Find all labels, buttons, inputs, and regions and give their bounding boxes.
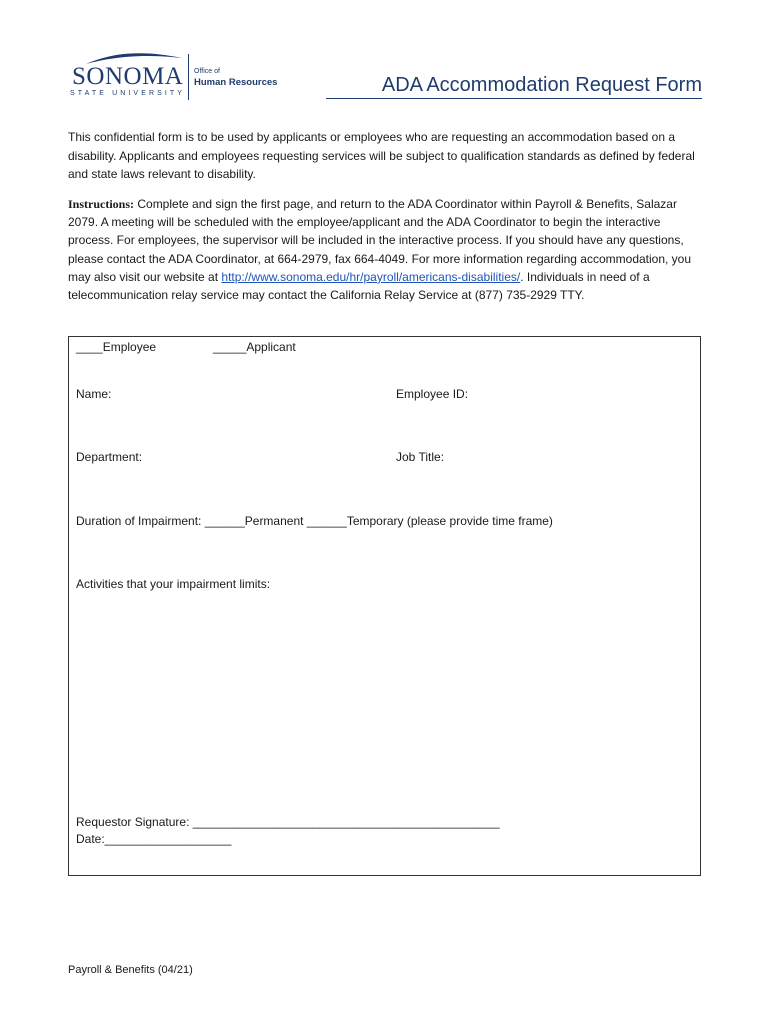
intro-paragraph: This confidential form is to be used by applicants or employees who are requesting an accommodation based on a disability. Applicants and employees requesting services will be subject to qualification standards as defined by federal and state laws relevant to disability.	[68, 130, 695, 181]
logo-divider	[188, 54, 189, 100]
footer-text: Payroll & Benefits (04/21)	[68, 964, 193, 976]
instructions-text: Complete and sign the first page, and return to the ADA Coordinator within Payroll & Benefits, Salazar 2079. A meeting will be scheduled with the employee/applicant and the ADA Coordinator to begin the interactive process. For employees, the supervisor will be included in the interactive process. If you should have any questions, please contact the ADA Coordinator, at 664-2979, fax 664-4049. For more information regarding accommodation, you may also visit our website at	[68, 197, 692, 284]
logo-subtitle: STATE UNIVERSITY	[70, 90, 186, 97]
employee-id-field[interactable]: Employee ID:	[396, 387, 469, 401]
logo-name: SONOMA	[72, 63, 184, 90]
logo-department: Human Resources	[194, 77, 278, 88]
date-field[interactable]: Date:___________________	[76, 832, 232, 846]
title-underline	[326, 98, 702, 99]
name-field[interactable]: Name:	[76, 387, 112, 401]
employee-option[interactable]: ____Employee	[76, 340, 157, 354]
applicant-option[interactable]: _____Applicant	[213, 340, 296, 354]
instructions-paragraph	[68, 195, 708, 304]
signature-field[interactable]: Requestor Signature: ______________________________________________	[76, 815, 500, 829]
instructions-text-end: . Individuals in need of a telecommunication relay service may contact the California Relay Service at (877) 735-2929 TTY.	[68, 269, 650, 303]
request-form	[68, 336, 701, 876]
department-field[interactable]: Department:	[76, 450, 143, 464]
instructions-label: Instructions:	[68, 197, 135, 211]
job-title-field[interactable]: Job Title:	[396, 450, 445, 464]
sonoma-hr-logo	[66, 50, 276, 102]
duration-field[interactable]: Duration of Impairment: ______Permanent ______Temporary (please provide time frame)	[76, 514, 553, 528]
page-title: ADA Accommodation Request Form	[381, 74, 702, 96]
activities-field[interactable]: Activities that your impairment limits:	[76, 577, 271, 591]
website-link[interactable]: http://www.sonoma.edu/hr/payroll/americans-disabilities/	[221, 269, 521, 284]
logo-office: Office of	[194, 68, 220, 75]
